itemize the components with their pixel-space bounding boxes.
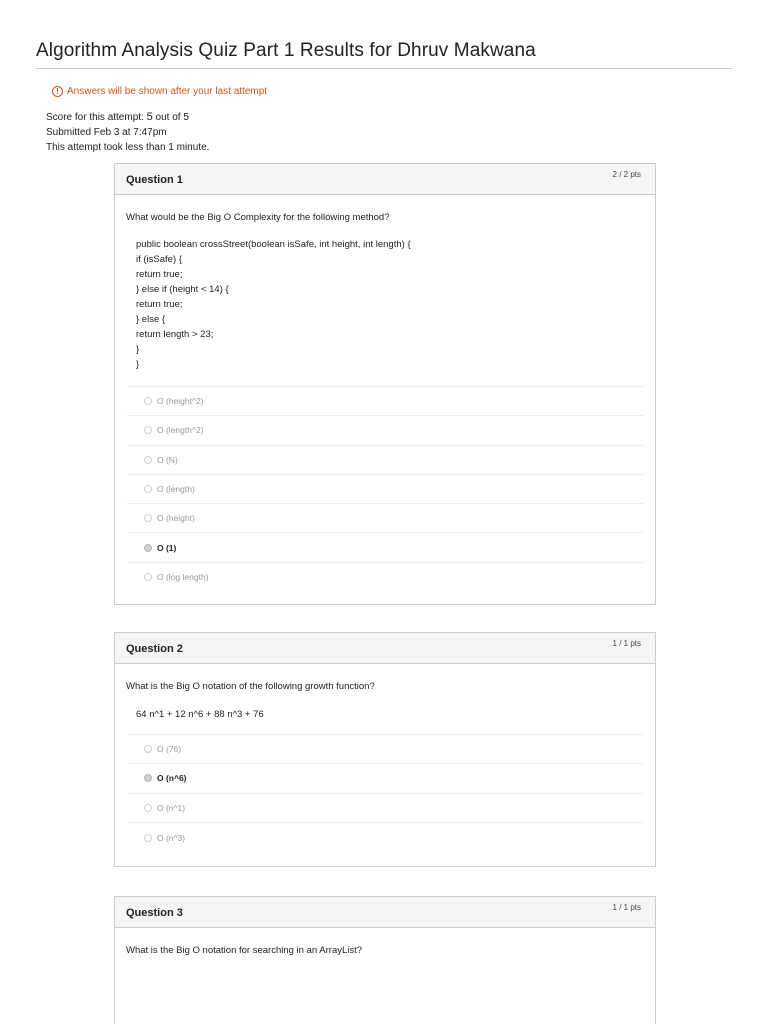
question-text: What is the Big O notation for searching in an ArrayList?: [126, 945, 363, 956]
question-text: What would be the Big O Complexity for the following method?: [126, 212, 390, 223]
answer-list: [126, 734, 644, 852]
code-line: public boolean crossStreet(boolean isSafe, int height, int length) {: [136, 239, 411, 250]
score-suffix: out of 5: [155, 112, 189, 123]
question-title: Question 3: [126, 907, 183, 919]
question-text: What is the Big O notation of the following growth function?: [126, 681, 375, 692]
code-line: }: [136, 344, 140, 355]
notice-text: Answers will be shown after your last attempt: [67, 86, 268, 97]
answers-notice: [52, 86, 267, 97]
question-card-2: [114, 632, 656, 867]
answer-option[interactable]: [126, 416, 644, 445]
code-line: if (isSafe) {: [136, 254, 182, 265]
growth-function: 64 n^1 + 12 n^6 + 88 n^3 + 76: [136, 709, 264, 720]
code-line: } else {: [136, 314, 166, 325]
radio-button[interactable]: [144, 834, 152, 842]
radio-button-selected[interactable]: [144, 544, 152, 552]
answer-option[interactable]: [126, 794, 644, 823]
answer-option[interactable]: [126, 504, 644, 533]
answer-option-selected[interactable]: [126, 764, 644, 793]
submitted-time: Submitted Feb 3 at 7:47pm: [46, 127, 167, 138]
radio-button[interactable]: [144, 426, 152, 434]
answer-option[interactable]: [126, 823, 644, 852]
radio-button-selected[interactable]: [144, 774, 152, 782]
question-points: 1 / 1 pts: [612, 903, 641, 912]
title-divider: [36, 68, 732, 69]
question-header: [115, 897, 655, 928]
answer-label: O (n^6): [157, 773, 187, 784]
answer-label: O (length): [157, 484, 195, 495]
warning-icon: !: [52, 86, 63, 97]
radio-button[interactable]: [144, 573, 152, 581]
answer-label: O (log length): [157, 572, 209, 583]
answer-option-selected[interactable]: [126, 533, 644, 562]
question-title: Question 1: [126, 174, 183, 186]
code-line: }: [136, 359, 140, 370]
score-row: [46, 110, 209, 125]
answer-option[interactable]: [126, 563, 644, 592]
radio-button[interactable]: [144, 514, 152, 522]
question-points: 1 / 1 pts: [612, 639, 641, 648]
radio-button[interactable]: [144, 485, 152, 493]
question-card-1: [114, 163, 656, 605]
answer-label: O (76): [157, 744, 182, 755]
answer-label: O (n^1): [157, 802, 186, 813]
answer-label: O (height^2): [157, 396, 204, 407]
question-header: [115, 633, 655, 664]
radio-button[interactable]: [144, 745, 152, 753]
question-points: 2 / 2 pts: [612, 170, 641, 179]
question-card-3: [114, 896, 656, 1024]
code-line: return length > 23;: [136, 329, 214, 340]
code-line: return true;: [136, 269, 183, 280]
score-value: 5: [146, 111, 153, 123]
code-line: } else if (height < 14) {: [136, 284, 229, 295]
answer-option[interactable]: [126, 387, 644, 416]
answer-option[interactable]: [126, 735, 644, 764]
attempt-duration: This attempt took less than 1 minute.: [46, 142, 210, 153]
radio-button[interactable]: [144, 397, 152, 405]
code-line: return true;: [136, 299, 183, 310]
radio-button[interactable]: [144, 804, 152, 812]
answer-option[interactable]: [126, 446, 644, 475]
answer-list: [126, 386, 644, 592]
answer-label: O (height): [157, 513, 195, 524]
page-title: Algorithm Analysis Quiz Part 1 Results for Dhruv Makwana: [36, 40, 536, 61]
answer-label: O (length^2): [157, 425, 204, 436]
radio-button[interactable]: [144, 456, 152, 464]
attempt-summary: [46, 110, 209, 155]
code-block: [136, 237, 644, 372]
question-title: Question 2: [126, 643, 183, 655]
answer-label: O (n^3): [157, 832, 186, 843]
score-label: Score for this attempt:: [46, 112, 144, 123]
answer-option[interactable]: [126, 475, 644, 504]
question-header: [115, 164, 655, 195]
answer-label: O (N): [157, 454, 178, 465]
answer-label: O (1): [157, 542, 177, 553]
